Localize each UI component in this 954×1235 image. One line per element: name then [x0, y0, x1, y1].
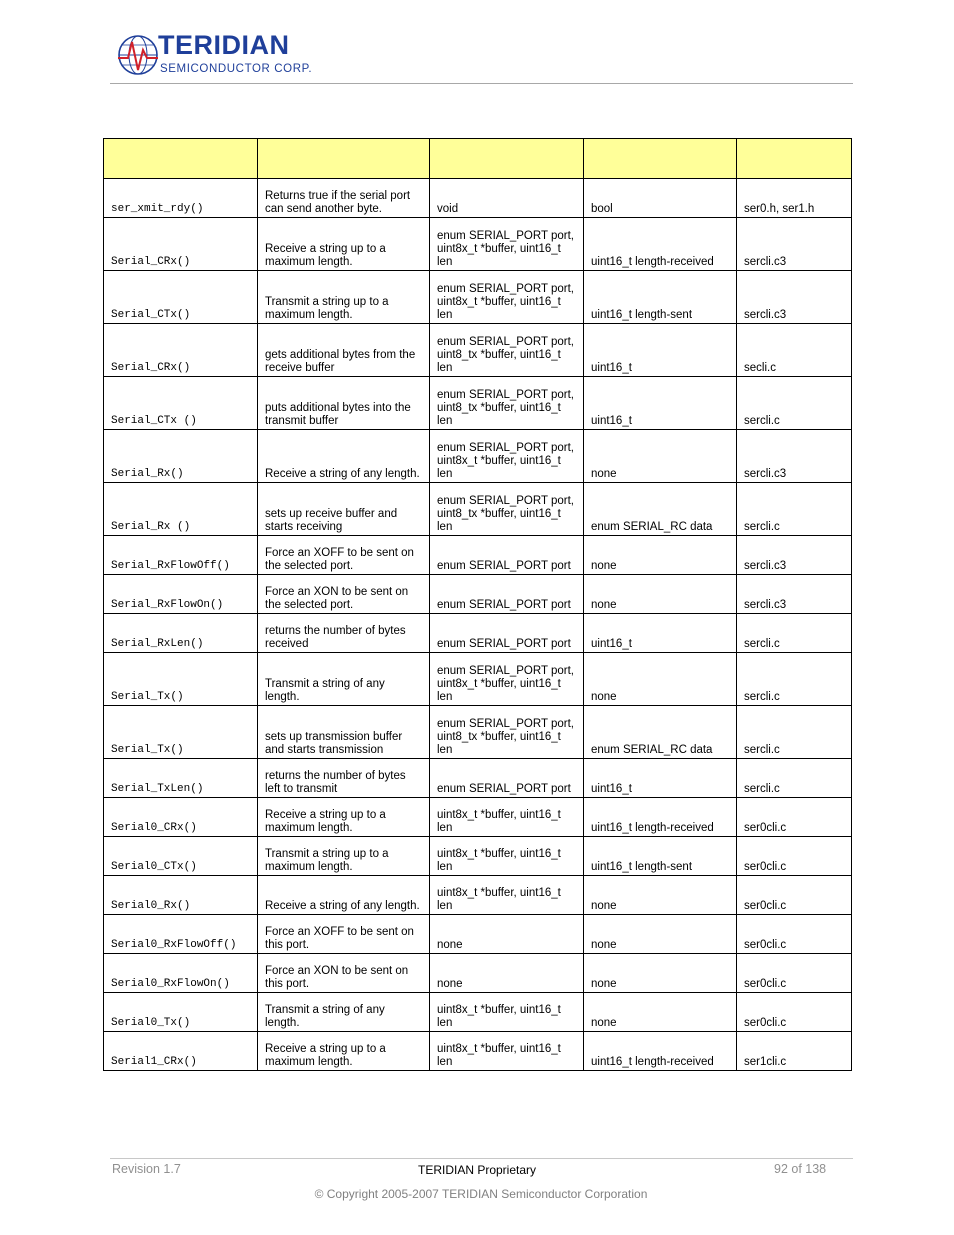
- return-value-cell: none: [584, 430, 737, 483]
- return-value-cell: none: [584, 876, 737, 915]
- source-file-cell: ser0cli.c: [737, 954, 852, 993]
- return-value-cell: none: [584, 915, 737, 954]
- source-file-cell: sercli.c3: [737, 218, 852, 271]
- footer-revision: Revision 1.7: [112, 1162, 181, 1176]
- table-row: [104, 993, 852, 1032]
- description-cell: Receive a string up to a maximum length.: [258, 798, 430, 837]
- return-value-cell: none: [584, 575, 737, 614]
- description-cell: Transmit a string of any length.: [258, 993, 430, 1032]
- table-row: [104, 798, 852, 837]
- logo-globe-icon: [116, 32, 160, 78]
- function-name-cell: Serial0_Rx(): [104, 876, 258, 915]
- table-row: [104, 271, 852, 324]
- table-row: [104, 759, 852, 798]
- header-cell: [584, 139, 737, 179]
- parameters-cell: enum SERIAL_PORT port: [430, 759, 584, 798]
- parameters-cell: uint8x_t *buffer, uint16_t len: [430, 798, 584, 837]
- function-name-cell: Serial0_Tx(): [104, 993, 258, 1032]
- source-file-cell: sercli.c: [737, 706, 852, 759]
- footer-proprietary: TERIDIAN Proprietary: [417, 1163, 537, 1177]
- parameters-cell: enum SERIAL_PORT port: [430, 536, 584, 575]
- function-name-cell: Serial_Tx(): [104, 706, 258, 759]
- table-row: [104, 915, 852, 954]
- source-file-cell: sercli.c: [737, 653, 852, 706]
- table-row: [104, 1032, 852, 1071]
- description-cell: Receive a string of any length.: [258, 876, 430, 915]
- source-file-cell: sercli.c: [737, 377, 852, 430]
- source-file-cell: secli.c: [737, 324, 852, 377]
- logo-subtitle: SEMICONDUCTOR CORP.: [160, 63, 313, 75]
- source-file-cell: sercli.c3: [737, 271, 852, 324]
- description-cell: Force an XOFF to be sent on this port.: [258, 915, 430, 954]
- function-name-cell: Serial_CRx(): [104, 324, 258, 377]
- footer-page-number: 92 of 138: [774, 1162, 827, 1176]
- table-row: [104, 653, 852, 706]
- parameters-cell: enum SERIAL_PORT port, uint8_tx *buffer, uint16_t len: [430, 706, 584, 759]
- source-file-cell: sercli.c: [737, 759, 852, 798]
- table-row: [104, 837, 852, 876]
- return-value-cell: uint16_t length-sent: [584, 271, 737, 324]
- table-row: [104, 324, 852, 377]
- table-header-row: [104, 139, 852, 179]
- return-value-cell: uint16_t length-received: [584, 1032, 737, 1071]
- company-logo: [116, 30, 322, 80]
- parameters-cell: enum SERIAL_PORT port, uint8x_t *buffer, uint16_t len: [430, 218, 584, 271]
- return-value-cell: enum SERIAL_RC data: [584, 706, 737, 759]
- header-cell: [737, 139, 852, 179]
- description-cell: Force an XOFF to be sent on the selected port.: [258, 536, 430, 575]
- function-name-cell: Serial_TxLen(): [104, 759, 258, 798]
- description-cell: puts additional bytes into the transmit buffer: [258, 377, 430, 430]
- description-cell: Returns true if the serial port can send another byte.: [258, 179, 430, 218]
- description-cell: sets up transmission buffer and starts transmission: [258, 706, 430, 759]
- return-value-cell: uint16_t length-received: [584, 218, 737, 271]
- return-value-cell: bool: [584, 179, 737, 218]
- source-file-cell: ser0cli.c: [737, 798, 852, 837]
- function-name-cell: Serial_RxLen(): [104, 614, 258, 653]
- function-name-cell: Serial_RxFlowOn(): [104, 575, 258, 614]
- logo-wordmark: TERIDIAN: [158, 30, 290, 60]
- parameters-cell: uint8x_t *buffer, uint16_t len: [430, 993, 584, 1032]
- source-file-cell: sercli.c: [737, 614, 852, 653]
- function-name-cell: Serial_CTx(): [104, 271, 258, 324]
- return-value-cell: uint16_t: [584, 614, 737, 653]
- description-cell: Receive a string up to a maximum length.: [258, 1032, 430, 1071]
- function-name-cell: Serial1_CRx(): [104, 1032, 258, 1071]
- header-divider: [110, 83, 853, 84]
- source-file-cell: sercli.c: [737, 483, 852, 536]
- description-cell: Force an XON to be sent on the selected port.: [258, 575, 430, 614]
- parameters-cell: enum SERIAL_PORT port, uint8_tx *buffer, uint16_t len: [430, 324, 584, 377]
- function-name-cell: Serial0_RxFlowOff(): [104, 915, 258, 954]
- header-cell: [430, 139, 584, 179]
- function-name-cell: Serial_Rx (): [104, 483, 258, 536]
- source-file-cell: ser0cli.c: [737, 876, 852, 915]
- table-row: [104, 179, 852, 218]
- parameters-cell: void: [430, 179, 584, 218]
- parameters-cell: enum SERIAL_PORT port, uint8x_t *buffer, uint16_t len: [430, 271, 584, 324]
- parameters-cell: enum SERIAL_PORT port: [430, 575, 584, 614]
- function-name-cell: Serial_CRx(): [104, 218, 258, 271]
- parameters-cell: enum SERIAL_PORT port, uint8x_t *buffer, uint16_t len: [430, 430, 584, 483]
- return-value-cell: none: [584, 653, 737, 706]
- function-name-cell: Serial_CTx (): [104, 377, 258, 430]
- description-cell: returns the number of bytes received: [258, 614, 430, 653]
- description-cell: returns the number of bytes left to transmit: [258, 759, 430, 798]
- description-cell: gets additional bytes from the receive buffer: [258, 324, 430, 377]
- description-cell: sets up receive buffer and starts receiving: [258, 483, 430, 536]
- parameters-cell: none: [430, 954, 584, 993]
- parameters-cell: none: [430, 915, 584, 954]
- table-row: [104, 954, 852, 993]
- source-file-cell: ser0.h, ser1.h: [737, 179, 852, 218]
- parameters-cell: enum SERIAL_PORT port, uint8x_t *buffer, uint16_t len: [430, 653, 584, 706]
- table-row: [104, 430, 852, 483]
- table-row: [104, 876, 852, 915]
- table-row: [104, 483, 852, 536]
- function-name-cell: Serial0_RxFlowOn(): [104, 954, 258, 993]
- header-cell: [104, 139, 258, 179]
- return-value-cell: none: [584, 993, 737, 1032]
- description-cell: Receive a string up to a maximum length.: [258, 218, 430, 271]
- function-name-cell: Serial_Rx(): [104, 430, 258, 483]
- description-cell: Transmit a string of any length.: [258, 653, 430, 706]
- header-cell: [258, 139, 430, 179]
- table-row: [104, 218, 852, 271]
- parameters-cell: enum SERIAL_PORT port, uint8_tx *buffer, uint16_t len: [430, 377, 584, 430]
- parameters-cell: uint8x_t *buffer, uint16_t len: [430, 876, 584, 915]
- source-file-cell: ser0cli.c: [737, 993, 852, 1032]
- description-cell: Force an XON to be sent on this port.: [258, 954, 430, 993]
- return-value-cell: none: [584, 954, 737, 993]
- source-file-cell: ser1cli.c: [737, 1032, 852, 1071]
- description-cell: Transmit a string up to a maximum length.: [258, 837, 430, 876]
- return-value-cell: uint16_t length-sent: [584, 837, 737, 876]
- function-table: [103, 138, 852, 1071]
- return-value-cell: none: [584, 536, 737, 575]
- table-row: [104, 575, 852, 614]
- parameters-cell: enum SERIAL_PORT port: [430, 614, 584, 653]
- source-file-cell: sercli.c3: [737, 536, 852, 575]
- parameters-cell: uint8x_t *buffer, uint16_t len: [430, 1032, 584, 1071]
- function-name-cell: Serial_Tx(): [104, 653, 258, 706]
- table-row: [104, 377, 852, 430]
- description-cell: Receive a string of any length.: [258, 430, 430, 483]
- return-value-cell: uint16_t: [584, 324, 737, 377]
- parameters-cell: uint8x_t *buffer, uint16_t len: [430, 837, 584, 876]
- footer-divider: [110, 1158, 853, 1159]
- source-file-cell: ser0cli.c: [737, 915, 852, 954]
- parameters-cell: enum SERIAL_PORT port, uint8_tx *buffer, uint16_t len: [430, 483, 584, 536]
- return-value-cell: uint16_t: [584, 377, 737, 430]
- table-row: [104, 706, 852, 759]
- source-file-cell: sercli.c3: [737, 430, 852, 483]
- source-file-cell: ser0cli.c: [737, 837, 852, 876]
- table-row: [104, 614, 852, 653]
- description-cell: Transmit a string up to a maximum length.: [258, 271, 430, 324]
- table-row: [104, 536, 852, 575]
- function-name-cell: ser_xmit_rdy(): [104, 179, 258, 218]
- function-name-cell: Serial_RxFlowOff(): [104, 536, 258, 575]
- return-value-cell: uint16_t length-received: [584, 798, 737, 837]
- return-value-cell: enum SERIAL_RC data: [584, 483, 737, 536]
- function-name-cell: Serial0_CTx(): [104, 837, 258, 876]
- source-file-cell: sercli.c3: [737, 575, 852, 614]
- return-value-cell: uint16_t: [584, 759, 737, 798]
- footer-copyright: © Copyright 2005-2007 TERIDIAN Semiconductor Corporation: [314, 1187, 648, 1201]
- function-name-cell: Serial0_CRx(): [104, 798, 258, 837]
